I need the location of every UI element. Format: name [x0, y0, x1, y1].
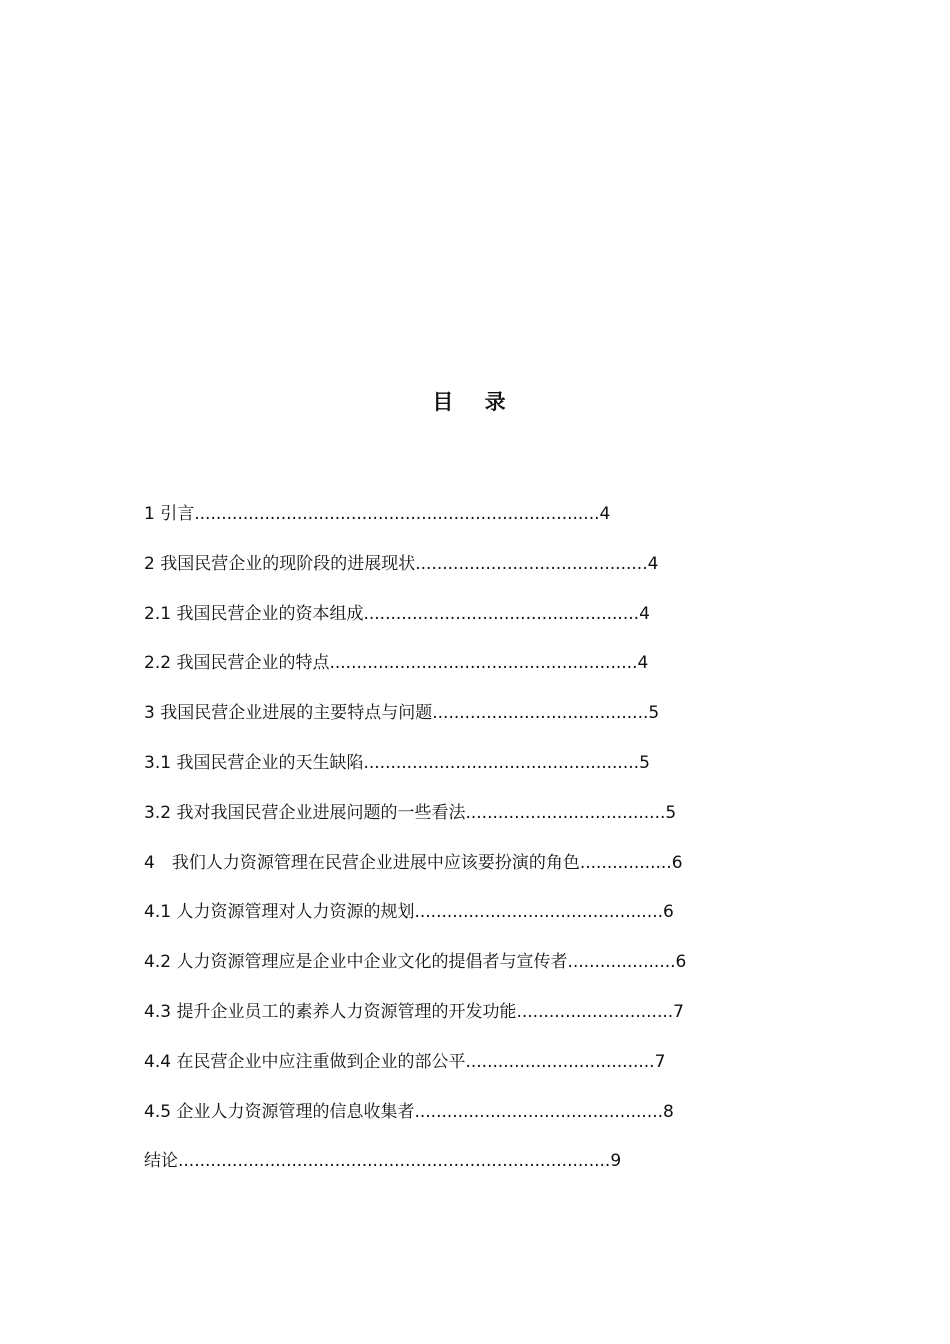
toc-leader-dots: ................. [579, 852, 672, 873]
toc-leader-dots: ............................. [516, 1001, 674, 1022]
toc-leader-dots: ........................................... [415, 553, 648, 574]
toc-list [144, 500, 686, 1197]
toc-page-number: 7 [673, 1001, 684, 1022]
toc-leader-dots: .................... [567, 952, 676, 973]
toc-entry-label: 2 我国民营企业的现阶段的进展现状 [144, 553, 416, 574]
toc-entry-label: 结论 [144, 1151, 178, 1172]
toc-leader-dots: ......................................................... [329, 653, 638, 674]
toc-leader-dots: .............................................. [414, 1101, 664, 1122]
toc-leader-dots: ................................................... [363, 603, 640, 624]
toc-page-number: 4 [637, 653, 649, 674]
toc-entry-label: 2.1 我国民营企业的资本组成 [144, 603, 364, 624]
toc-leader-dots: ..................................... [465, 802, 666, 823]
toc-entry-label: 1 引言 [144, 504, 195, 524]
toc-leader-dots: .............................................. [414, 902, 664, 923]
toc-entry-label: 2.2 我国民营企业的特点 [144, 653, 330, 674]
toc-entry-label: 4.2 人力资源管理应是企业中企业文化的提倡者与宣传者 [144, 952, 568, 973]
toc-entry[interactable] [144, 600, 686, 650]
toc-title: 目 录 [432, 390, 518, 414]
toc-leader-dots: ................................................... [363, 752, 640, 773]
toc-entry-label: 4.4 在民营企业中应注重做到企业的部公平 [144, 1051, 466, 1072]
toc-leader-dots: ........................................................................... [194, 504, 600, 524]
toc-leader-dots: ................................... [465, 1051, 655, 1072]
toc-entry[interactable] [144, 1147, 686, 1197]
toc-page-number: 5 [665, 802, 677, 823]
toc-entry[interactable] [144, 849, 686, 899]
toc-page-number: 8 [663, 1101, 674, 1122]
toc-page-number: 6 [671, 852, 683, 873]
toc-entry[interactable] [144, 749, 686, 799]
toc-entry[interactable] [144, 998, 686, 1048]
toc-entry-label: 4.1 人力资源管理对人力资源的规划 [144, 902, 415, 923]
toc-entry[interactable] [144, 948, 686, 998]
toc-entry-label: 3.2 我对我国民营企业进展问题的一些看法 [144, 802, 466, 823]
toc-entry-label: 3.1 我国民营企业的天生缺陷 [144, 752, 364, 773]
toc-page-number: 4 [647, 553, 659, 574]
toc-entry[interactable] [144, 500, 686, 550]
toc-page-number: 4 [639, 603, 650, 624]
toc-page-number: 6 [675, 952, 687, 973]
toc-page-number: 5 [648, 703, 660, 724]
toc-entry[interactable] [144, 799, 686, 849]
toc-entry-label: 3 我国民营企业进展的主要特点与问题 [144, 703, 433, 724]
toc-entry[interactable] [144, 1048, 686, 1098]
toc-page-number: 5 [639, 752, 650, 773]
toc-page-number: 9 [610, 1151, 622, 1172]
toc-entry[interactable] [144, 649, 686, 699]
toc-page-number: 6 [663, 902, 674, 923]
toc-page-number: 7 [654, 1051, 666, 1072]
toc-entry-label: 4.5 企业人力资源管理的信息收集者 [144, 1101, 415, 1122]
toc-entry[interactable] [144, 699, 686, 749]
toc-leader-dots: ........................................ [432, 703, 649, 724]
toc-leader-dots: ................................................................................ [178, 1151, 611, 1172]
toc-page-number: 4 [599, 504, 611, 524]
toc-entry-label: 4 我们人力资源管理在民营企业进展中应该要扮演的角色 [144, 852, 580, 873]
toc-entry-label: 4.3 提升企业员工的素养人力资源管理的开发功能 [144, 1001, 517, 1022]
toc-entry[interactable] [144, 898, 686, 948]
toc-entry[interactable] [144, 550, 686, 600]
toc-entry[interactable] [144, 1098, 686, 1148]
